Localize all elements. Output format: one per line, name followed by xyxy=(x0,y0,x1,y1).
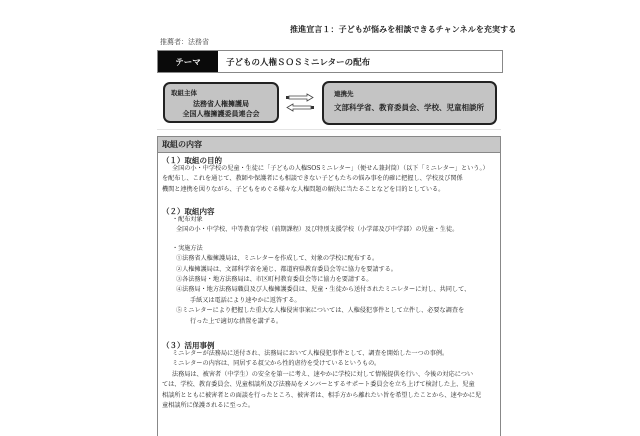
step-line: ③各法務局・地方法務局は、市区町村教育委員会等に協力を要請する。 xyxy=(176,276,373,284)
method-label: ・実施方法 xyxy=(172,244,203,252)
section-purpose-body xyxy=(162,164,498,195)
step-line: ⑤ミニレターにより把握した重大な人権侵害事案については、人権侵犯事件として立件し、必要な調査を xyxy=(176,307,465,315)
step-line: ②人権擁護局は、文部科学省を通じ、都道府県教育委員会等に協力を要請する。 xyxy=(176,265,397,273)
text-line: 法務局は、被害者（中学生）の安全を第一に考え、速やかに学校に対して情報提供を行い、今後の対応につい xyxy=(172,370,473,378)
step-line: ①法務省人権擁護局は、ミニレターを作成して、対象の学校に配布する。 xyxy=(176,255,379,263)
recommender-label: 推薦者：法務省 xyxy=(160,38,209,46)
theme-label: テーマ xyxy=(158,51,218,72)
text-line: ミニレターの内容は、同居する叔父から性的虐待を受けているというもの。 xyxy=(172,360,381,368)
text-line: 相談所とともに被害者との面談を行ったところ、被害者は、相手方から離れたい旨を希望したことから、速やかに児 xyxy=(162,391,482,399)
declaration-heading: 推進宣言１：子どもが悩みを相談できるチャンネルを充実する xyxy=(290,25,517,34)
content-header: 取組の内容 xyxy=(157,136,501,153)
target-label: ・配布対象 xyxy=(172,216,203,223)
step-line: 手紙又は電話により速やかに返答する。 xyxy=(190,296,301,304)
text-line: ては、学校、教育委員会、児童相談所及び法務局をメンバーとするサポート委員会を立ち上げて検討した上、児童 xyxy=(162,381,475,389)
bidirectional-arrow-icon xyxy=(285,93,315,113)
section-title-purpose: （１）取組の目的 xyxy=(162,156,222,165)
text-line: ミニレターが法務局に送付され、法務局において人権侵犯事件として、調査を開始した一つの事例。 xyxy=(172,350,449,357)
step-line: 行った上で適切な措置を講ずる。 xyxy=(190,317,283,325)
text-line: 機関と連携を図りながら、子どもをめぐる様々な人権問題の解決に当たることなどを目的としている。 xyxy=(162,185,445,193)
partners-box xyxy=(322,81,497,125)
section-title-case: （３）活用事例 xyxy=(162,341,215,350)
section-content-body xyxy=(162,215,498,327)
section-title-content: （２）取組内容 xyxy=(162,207,215,216)
divider xyxy=(157,129,501,130)
text-line: 全国の小・中学校の児童・生徒に「子どもの人権SOSミニレター」（便せん兼封筒）（以下「ミニレター」という。） xyxy=(172,165,489,172)
theme-title: 子どもの人権ＳＯＳミニレターの配布 xyxy=(226,57,371,68)
partners-text: 文部科学省、教育委員会、学校、児童相談所 xyxy=(334,103,484,112)
section-case-body xyxy=(162,349,498,411)
partners-label: 連携先 xyxy=(334,90,354,98)
text-line: を配布し、これを通じて、教師や保護者にも相談できない子どもたちの悩み事を的確に把握し、学校及び関係 xyxy=(162,175,463,183)
text-line: 童相談所に保護されるに至った。 xyxy=(162,402,255,410)
target-text: 全国の小・中学校、中等教育学校（前期課程）及び特別支援学校（小学部及び中学部）の児童・生徒。 xyxy=(176,226,459,234)
organizer-line: 法務省人権擁護局 xyxy=(193,100,249,108)
organizer-label: 取組主体 xyxy=(171,89,197,97)
theme-bar xyxy=(157,50,503,73)
step-line: ④法務局・地方法務局職員及び人権擁護委員は、児童・生徒から送付されたミニレターに対し、共同して、 xyxy=(176,286,471,294)
organizer-box xyxy=(163,82,279,123)
organizer-line: 全国人権擁護委員連合会 xyxy=(182,110,260,118)
